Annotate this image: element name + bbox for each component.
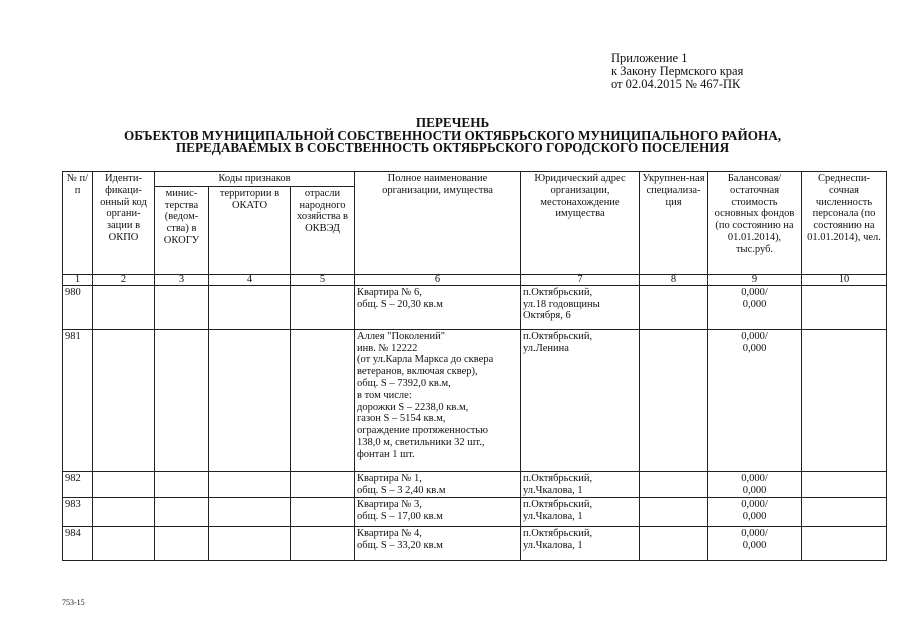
cell-line: Квартира № 3, xyxy=(357,499,422,511)
cell-line: 0,000 xyxy=(742,511,767,523)
cell-address xyxy=(521,471,640,498)
cell-line: 0,000 xyxy=(742,298,767,310)
cell-address xyxy=(521,285,640,329)
header-balance: Балансовая/ остаточная стоимость основных фондов (по состоянию на 01.01.2014), тыс.руб. xyxy=(708,172,802,275)
document-code: 753-15 xyxy=(62,598,85,607)
cell-line: Квартира № 6, xyxy=(357,286,422,298)
header-codes: Коды признаков xyxy=(155,172,355,187)
cell-address xyxy=(521,527,640,561)
cell-okato xyxy=(209,471,291,498)
cell-address xyxy=(521,329,640,471)
cell-okpo xyxy=(93,471,155,498)
cell-line: 0,000/ xyxy=(741,286,768,298)
header-address: Юридический адрес организации, местонахождение имущества xyxy=(521,172,640,275)
cell-line: п.Октябрьский, xyxy=(523,499,593,511)
cell-line: Октября, 6 xyxy=(523,310,571,322)
cell-spec xyxy=(640,329,708,471)
col-number: 8 xyxy=(640,274,708,285)
cell-line: общ. S – 3 2,40 кв.м xyxy=(357,484,446,496)
cell-okpo xyxy=(93,285,155,329)
cell-okved xyxy=(291,285,355,329)
header-staff: Среднеспи-сочная численность персонала (по состоянию на 01.01.2014), чел. xyxy=(802,172,887,275)
cell-line: ул.Ленина xyxy=(523,342,569,354)
cell-okato xyxy=(209,527,291,561)
cell-line: ветеранов, включая сквер), xyxy=(357,366,478,378)
title-line: ПЕРЕЧЕНЬ xyxy=(415,115,490,130)
cell-line: 0,000/ xyxy=(741,499,768,511)
cell-line: Квартира № 4, xyxy=(357,528,422,540)
cell-okogu xyxy=(155,527,209,561)
cell-line: ул.18 годовщины xyxy=(523,298,600,310)
cell-okved xyxy=(291,329,355,471)
cell-spec xyxy=(640,527,708,561)
cell-num: 982 xyxy=(63,471,93,498)
annex-line: Приложение 1 xyxy=(611,51,688,65)
table-row xyxy=(63,471,887,498)
header-okpo: Иденти-фикаци-онный код органи-зации в ОКПО xyxy=(93,172,155,275)
cell-balance xyxy=(708,285,802,329)
cell-line: общ. S – 7392,0 кв.м, xyxy=(357,377,451,389)
cell-staff xyxy=(802,285,887,329)
table-row xyxy=(63,285,887,329)
cell-okved xyxy=(291,498,355,527)
cell-spec xyxy=(640,471,708,498)
cell-address xyxy=(521,498,640,527)
cell-line: общ. S – 20,30 кв.м xyxy=(357,298,443,310)
cell-num: 984 xyxy=(63,527,93,561)
col-number: 5 xyxy=(291,274,355,285)
cell-line: ул.Чкалова, 1 xyxy=(523,511,583,523)
cell-line: 0,000/ xyxy=(741,528,768,540)
cell-num: 981 xyxy=(63,329,93,471)
col-number: 6 xyxy=(355,274,521,285)
col-number: 10 xyxy=(802,274,887,285)
cell-name xyxy=(355,471,521,498)
annex-line: к Закону Пермского края xyxy=(611,64,744,78)
cell-line: общ. S – 33,20 кв.м xyxy=(357,540,443,552)
header-num: № п/п xyxy=(63,172,93,275)
document-title xyxy=(0,117,905,155)
cell-staff xyxy=(802,498,887,527)
cell-line: инв. № 12222 xyxy=(357,342,418,354)
cell-okogu xyxy=(155,285,209,329)
cell-okpo xyxy=(93,527,155,561)
cell-line: ул.Чкалова, 1 xyxy=(523,484,583,496)
cell-okved xyxy=(291,471,355,498)
cell-line: п.Октябрьский, xyxy=(523,330,593,342)
cell-line: общ. S – 17,00 кв.м xyxy=(357,511,443,523)
table-row xyxy=(63,498,887,527)
cell-okogu xyxy=(155,498,209,527)
cell-line: ул.Чкалова, 1 xyxy=(523,540,583,552)
cell-name xyxy=(355,527,521,561)
title-line: ОБЪЕКТОВ МУНИЦИПАЛЬНОЙ СОБСТВЕННОСТИ ОКТЯБРЬСКОГО МУНИЦИПАЛЬНОГО РАЙОНА, xyxy=(123,127,782,143)
cell-line: 0,000 xyxy=(742,342,767,354)
cell-line: п.Октябрьский, xyxy=(523,472,593,484)
cell-okogu xyxy=(155,471,209,498)
cell-line: 0,000/ xyxy=(741,330,768,342)
cell-line: п.Октябрьский, xyxy=(523,286,593,298)
col-number: 7 xyxy=(521,274,640,285)
cell-name xyxy=(355,329,521,471)
annex-block xyxy=(611,52,743,91)
title-line: ПЕРЕДАВАЕМЫХ В СОБСТВЕННОСТЬ ОКТЯБРЬСКОГО ГОРОДСКОГО ПОСЕЛЕНИЯ xyxy=(175,140,730,155)
cell-staff xyxy=(802,329,887,471)
header-okogu: минис-терства (ведом-ства) в ОКОГУ xyxy=(155,186,209,274)
cell-balance xyxy=(708,498,802,527)
cell-line: (от ул.Карла Маркса до сквера xyxy=(357,354,494,366)
cell-balance xyxy=(708,329,802,471)
cell-line: 138,0 м, светильники 32 шт., xyxy=(357,436,485,448)
cell-spec xyxy=(640,285,708,329)
cell-okato xyxy=(209,329,291,471)
cell-line: Квартира № 1, xyxy=(357,472,422,484)
cell-line: ограждение протяженностью xyxy=(357,425,488,437)
table-row xyxy=(63,329,887,471)
col-number: 4 xyxy=(209,274,291,285)
cell-balance xyxy=(708,527,802,561)
column-number-row xyxy=(63,274,887,285)
cell-line: дорожки S – 2238,0 кв.м, xyxy=(357,401,469,413)
cell-okato xyxy=(209,498,291,527)
cell-line: п.Октябрьский, xyxy=(523,528,593,540)
cell-line: 0,000 xyxy=(742,484,767,496)
cell-line: 0,000 xyxy=(742,540,767,552)
col-number: 1 xyxy=(63,274,93,285)
cell-name xyxy=(355,285,521,329)
cell-name xyxy=(355,498,521,527)
cell-line: 0,000/ xyxy=(741,472,768,484)
col-number: 3 xyxy=(155,274,209,285)
header-okved: отрасли народного хозяйства в ОКВЭД xyxy=(291,186,355,274)
col-number: 9 xyxy=(708,274,802,285)
cell-staff xyxy=(802,527,887,561)
col-number: 2 xyxy=(93,274,155,285)
cell-okpo xyxy=(93,498,155,527)
header-name: Полное наименование организации, имущества xyxy=(355,172,521,275)
cell-okved xyxy=(291,527,355,561)
header-spec: Укрупнен-ная специализа-ция xyxy=(640,172,708,275)
cell-okato xyxy=(209,285,291,329)
cell-line: в том числе: xyxy=(357,389,412,401)
cell-staff xyxy=(802,471,887,498)
cell-line: фонтан 1 шт. xyxy=(357,448,415,460)
property-table xyxy=(62,171,887,561)
cell-okogu xyxy=(155,329,209,471)
cell-okpo xyxy=(93,329,155,471)
cell-balance xyxy=(708,471,802,498)
header-okato: территории в ОКАТО xyxy=(209,186,291,274)
cell-num: 980 xyxy=(63,285,93,329)
cell-line: Аллея "Поколений" xyxy=(357,330,446,342)
cell-num: 983 xyxy=(63,498,93,527)
annex-line: от 02.04.2015 № 467-ПК xyxy=(611,77,741,91)
table-body xyxy=(63,285,887,561)
cell-spec xyxy=(640,498,708,527)
table-row xyxy=(63,527,887,561)
cell-line: газон S – 5154 кв.м, xyxy=(357,413,446,425)
